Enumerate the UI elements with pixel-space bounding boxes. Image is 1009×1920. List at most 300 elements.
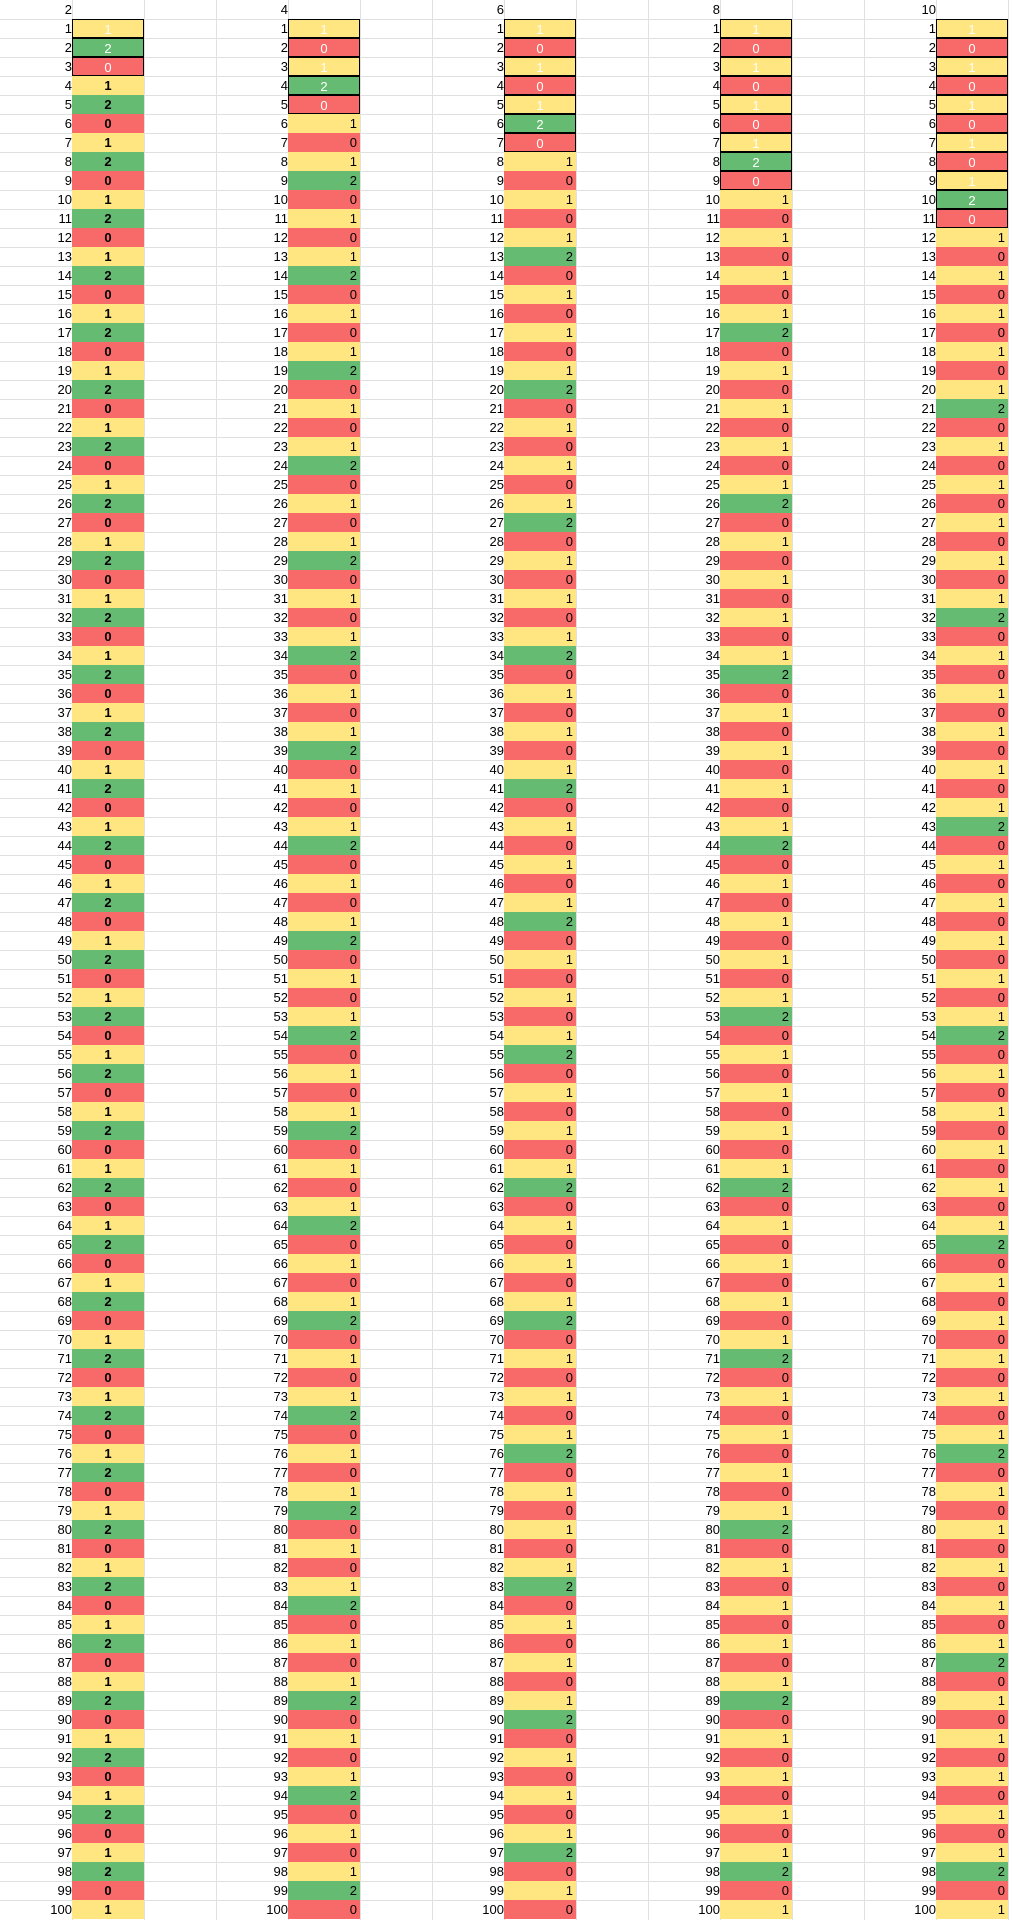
value-cell[interactable]: 1 [720,779,792,798]
value-cell[interactable]: 1 [288,247,360,266]
row-number[interactable]: 40 [273,762,288,777]
row-number[interactable]: 58 [273,1104,288,1119]
row-number[interactable]: 47 [489,895,504,910]
row-number[interactable]: 81 [921,1541,936,1556]
row-number[interactable]: 52 [921,990,936,1005]
value-cell[interactable]: 0 [720,1311,792,1330]
row-number[interactable]: 25 [273,477,288,492]
value-cell[interactable]: 2 [288,1596,360,1615]
row-number[interactable]: 29 [57,553,72,568]
row-number[interactable]: 93 [489,1769,504,1784]
row-number[interactable]: 96 [705,1826,720,1841]
value-cell[interactable]: 1 [288,912,360,931]
row-number[interactable]: 71 [273,1351,288,1366]
row-number[interactable]: 69 [921,1313,936,1328]
row-number[interactable]: 97 [921,1845,936,1860]
row-number[interactable]: 19 [921,363,936,378]
row-number[interactable]: 7 [280,135,288,150]
row-number[interactable]: 94 [921,1788,936,1803]
value-cell[interactable]: 0 [936,1824,1008,1843]
row-number[interactable]: 65 [705,1237,720,1252]
value-cell[interactable]: 1 [288,437,360,456]
value-cell[interactable]: 0 [936,76,1008,95]
value-cell[interactable]: 0 [72,627,144,646]
value-cell[interactable]: 0 [720,1102,792,1121]
value-cell[interactable]: 1 [936,798,1008,817]
value-cell[interactable]: 1 [288,1064,360,1083]
value-cell[interactable]: 1 [288,627,360,646]
row-number[interactable]: 100 [482,1902,504,1917]
row-number[interactable]: 57 [273,1085,288,1100]
value-cell[interactable]: 2 [72,1406,144,1425]
value-cell[interactable]: 2 [288,1311,360,1330]
value-cell[interactable]: 1 [288,1349,360,1368]
value-cell[interactable]: 0 [720,1577,792,1596]
row-number[interactable]: 65 [921,1237,936,1252]
value-cell[interactable]: 2 [504,912,576,931]
row-number[interactable]: 14 [705,268,720,283]
row-number[interactable]: 83 [57,1579,72,1594]
value-cell[interactable]: 0 [504,532,576,551]
value-cell[interactable]: 0 [936,1463,1008,1482]
value-cell[interactable]: 0 [72,228,144,247]
row-number[interactable]: 16 [489,306,504,321]
value-cell[interactable]: 0 [504,1501,576,1520]
value-cell[interactable]: 1 [936,551,1008,570]
row-number[interactable]: 41 [921,781,936,796]
value-cell[interactable]: 1 [504,722,576,741]
value-cell[interactable]: 0 [288,228,360,247]
value-cell[interactable]: 1 [936,589,1008,608]
row-number[interactable]: 37 [705,705,720,720]
value-cell[interactable]: 0 [72,399,144,418]
value-cell[interactable]: 1 [720,133,792,152]
value-cell[interactable]: 0 [936,1748,1008,1767]
value-cell[interactable]: 0 [504,1102,576,1121]
value-cell[interactable]: 0 [720,684,792,703]
value-cell[interactable]: 1 [504,950,576,969]
row-number[interactable]: 18 [273,344,288,359]
value-cell[interactable]: 1 [936,133,1008,152]
value-cell[interactable]: 2 [288,1121,360,1140]
value-cell[interactable]: 0 [504,76,576,95]
value-cell[interactable]: 0 [288,1805,360,1824]
value-cell[interactable]: 2 [288,646,360,665]
value-cell[interactable]: 0 [72,1197,144,1216]
row-number[interactable]: 63 [705,1199,720,1214]
value-cell[interactable]: 0 [288,1368,360,1387]
value-cell[interactable]: 0 [936,570,1008,589]
value-cell[interactable]: 1 [720,1425,792,1444]
value-cell[interactable]: 1 [288,589,360,608]
row-number[interactable]: 45 [273,857,288,872]
row-number[interactable]: 10 [57,192,72,207]
row-number[interactable]: 77 [489,1465,504,1480]
value-cell[interactable]: 1 [504,1615,576,1634]
value-cell[interactable]: 0 [504,931,576,950]
value-cell[interactable]: 0 [288,1843,360,1862]
row-number[interactable]: 61 [921,1161,936,1176]
row-number[interactable]: 3 [280,59,288,74]
row-number[interactable]: 85 [57,1617,72,1632]
value-cell[interactable]: 1 [288,399,360,418]
row-number[interactable]: 89 [273,1693,288,1708]
value-cell[interactable]: 1 [720,1387,792,1406]
row-number[interactable]: 54 [489,1028,504,1043]
row-number[interactable]: 57 [489,1085,504,1100]
value-cell[interactable]: 0 [72,1767,144,1786]
row-number[interactable]: 71 [921,1351,936,1366]
value-cell[interactable]: 0 [72,1140,144,1159]
value-cell[interactable]: 0 [936,950,1008,969]
row-number[interactable]: 93 [705,1769,720,1784]
row-number[interactable]: 46 [489,876,504,891]
row-number[interactable]: 75 [921,1427,936,1442]
row-number[interactable]: 50 [57,952,72,967]
row-number[interactable]: 94 [489,1788,504,1803]
row-number[interactable]: 84 [273,1598,288,1613]
value-cell[interactable]: 0 [720,1368,792,1387]
row-number[interactable]: 99 [489,1883,504,1898]
value-cell[interactable]: 1 [72,988,144,1007]
row-number[interactable]: 52 [273,990,288,1005]
row-number[interactable]: 59 [273,1123,288,1138]
value-cell[interactable]: 1 [504,760,576,779]
value-cell[interactable]: 2 [288,1501,360,1520]
value-cell[interactable]: 0 [288,950,360,969]
row-number[interactable]: 80 [273,1522,288,1537]
value-cell[interactable]: 0 [72,855,144,874]
value-cell[interactable]: 2 [72,38,144,57]
row-number[interactable]: 23 [705,439,720,454]
row-number[interactable]: 95 [57,1807,72,1822]
row-number[interactable]: 20 [489,382,504,397]
block-header-number[interactable]: 10 [921,2,936,17]
row-number[interactable]: 96 [489,1826,504,1841]
row-number[interactable]: 88 [57,1674,72,1689]
row-number[interactable]: 20 [57,382,72,397]
row-number[interactable]: 79 [489,1503,504,1518]
row-number[interactable]: 57 [705,1085,720,1100]
row-number[interactable]: 32 [921,610,936,625]
value-cell[interactable]: 1 [288,874,360,893]
value-cell[interactable]: 1 [936,1805,1008,1824]
value-cell[interactable]: 1 [288,342,360,361]
value-cell[interactable]: 0 [504,1235,576,1254]
row-number[interactable]: 86 [273,1636,288,1651]
row-number[interactable]: 91 [273,1731,288,1746]
row-number[interactable]: 37 [489,705,504,720]
row-number[interactable]: 33 [57,629,72,644]
row-number[interactable]: 90 [705,1712,720,1727]
value-cell[interactable]: 0 [720,1615,792,1634]
row-number[interactable]: 49 [489,933,504,948]
value-cell[interactable]: 1 [936,513,1008,532]
row-number[interactable]: 60 [705,1142,720,1157]
row-number[interactable]: 52 [705,990,720,1005]
value-cell[interactable]: 0 [288,703,360,722]
value-cell[interactable]: 1 [504,684,576,703]
row-number[interactable]: 69 [57,1313,72,1328]
value-cell[interactable]: 0 [720,171,792,190]
value-cell[interactable]: 1 [72,247,144,266]
value-cell[interactable]: 1 [288,304,360,323]
value-cell[interactable]: 2 [504,1710,576,1729]
row-number[interactable]: 7 [64,135,72,150]
row-number[interactable]: 33 [921,629,936,644]
value-cell[interactable]: 0 [288,760,360,779]
value-cell[interactable]: 1 [72,133,144,152]
value-cell[interactable]: 1 [720,228,792,247]
row-number[interactable]: 87 [921,1655,936,1670]
value-cell[interactable]: 1 [720,1330,792,1349]
row-number[interactable]: 35 [489,667,504,682]
value-cell[interactable]: 0 [936,1197,1008,1216]
value-cell[interactable]: 1 [936,1843,1008,1862]
value-cell[interactable]: 2 [936,608,1008,627]
value-cell[interactable]: 0 [936,1539,1008,1558]
value-cell[interactable]: 1 [936,1900,1008,1919]
value-cell[interactable]: 1 [720,1634,792,1653]
value-cell[interactable]: 2 [936,190,1008,209]
value-cell[interactable]: 1 [504,285,576,304]
value-cell[interactable]: 1 [720,1767,792,1786]
row-number[interactable]: 92 [921,1750,936,1765]
row-number[interactable]: 47 [57,895,72,910]
row-number[interactable]: 11 [58,211,72,226]
row-number[interactable]: 32 [57,610,72,625]
row-number[interactable]: 65 [57,1237,72,1252]
value-cell[interactable]: 0 [288,1178,360,1197]
value-cell[interactable]: 2 [288,361,360,380]
value-cell[interactable]: 1 [936,1425,1008,1444]
value-cell[interactable]: 2 [72,494,144,513]
value-cell[interactable]: 0 [72,570,144,589]
value-cell[interactable]: 1 [288,1577,360,1596]
value-cell[interactable]: 1 [288,1102,360,1121]
value-cell[interactable]: 1 [720,437,792,456]
value-cell[interactable]: 2 [936,1235,1008,1254]
value-cell[interactable]: 1 [936,228,1008,247]
row-number[interactable]: 82 [921,1560,936,1575]
value-cell[interactable]: 0 [504,1672,576,1691]
row-number[interactable]: 82 [705,1560,720,1575]
row-number[interactable]: 63 [921,1199,936,1214]
row-number[interactable]: 82 [57,1560,72,1575]
row-number[interactable]: 43 [705,819,720,834]
value-cell[interactable]: 2 [288,171,360,190]
row-number[interactable]: 34 [489,648,504,663]
row-number[interactable]: 23 [57,439,72,454]
value-cell[interactable]: 2 [288,551,360,570]
value-cell[interactable]: 0 [288,1615,360,1634]
row-number[interactable]: 29 [705,553,720,568]
row-number[interactable]: 24 [57,458,72,473]
row-number[interactable]: 97 [705,1845,720,1860]
row-number[interactable]: 55 [273,1047,288,1062]
row-number[interactable]: 80 [705,1522,720,1537]
row-number[interactable]: 40 [489,762,504,777]
value-cell[interactable]: 1 [72,760,144,779]
row-number[interactable]: 19 [273,363,288,378]
row-number[interactable]: 72 [921,1370,936,1385]
row-number[interactable]: 33 [273,629,288,644]
row-number[interactable]: 46 [921,876,936,891]
value-cell[interactable]: 2 [288,1026,360,1045]
value-cell[interactable]: 1 [288,1862,360,1881]
row-number[interactable]: 5 [712,97,720,112]
value-cell[interactable]: 1 [936,1596,1008,1615]
row-number[interactable]: 36 [705,686,720,701]
value-cell[interactable]: 1 [504,1083,576,1102]
row-number[interactable]: 40 [921,762,936,777]
row-number[interactable]: 3 [712,59,720,74]
row-number[interactable]: 74 [273,1408,288,1423]
row-number[interactable]: 18 [705,344,720,359]
row-number[interactable]: 60 [489,1142,504,1157]
row-number[interactable]: 100 [914,1902,936,1917]
value-cell[interactable]: 0 [936,1406,1008,1425]
row-number[interactable]: 15 [921,287,936,302]
value-cell[interactable]: 2 [72,608,144,627]
value-cell[interactable]: 1 [936,19,1008,38]
row-number[interactable]: 9 [928,173,936,188]
value-cell[interactable]: 0 [936,1672,1008,1691]
row-number[interactable]: 76 [57,1446,72,1461]
row-number[interactable]: 1 [928,21,936,36]
value-cell[interactable]: 1 [72,1900,144,1919]
value-cell[interactable]: 0 [504,1862,576,1881]
value-cell[interactable]: 0 [936,418,1008,437]
row-number[interactable]: 45 [57,857,72,872]
value-cell[interactable]: 0 [504,741,576,760]
row-number[interactable]: 10 [489,192,504,207]
value-cell[interactable]: 0 [504,1900,576,1919]
value-cell[interactable]: 1 [720,1121,792,1140]
value-cell[interactable]: 0 [72,1881,144,1900]
row-number[interactable]: 51 [57,971,72,986]
value-cell[interactable]: 2 [72,1634,144,1653]
value-cell[interactable]: 2 [720,1862,792,1881]
row-number[interactable]: 70 [273,1332,288,1347]
row-number[interactable]: 22 [273,420,288,435]
value-cell[interactable]: 2 [72,323,144,342]
value-cell[interactable]: 0 [720,627,792,646]
row-number[interactable]: 28 [273,534,288,549]
value-cell[interactable]: 0 [288,1653,360,1672]
row-number[interactable]: 3 [496,59,504,74]
value-cell[interactable]: 1 [72,1273,144,1292]
row-number[interactable]: 58 [57,1104,72,1119]
row-number[interactable]: 99 [705,1883,720,1898]
row-number[interactable]: 87 [705,1655,720,1670]
row-number[interactable]: 75 [489,1427,504,1442]
row-number[interactable]: 77 [705,1465,720,1480]
value-cell[interactable]: 0 [72,1311,144,1330]
value-cell[interactable]: 1 [72,190,144,209]
value-cell[interactable]: 0 [504,798,576,817]
value-cell[interactable]: 1 [504,589,576,608]
row-number[interactable]: 85 [705,1617,720,1632]
row-number[interactable]: 46 [705,876,720,891]
row-number[interactable]: 37 [273,705,288,720]
value-cell[interactable]: 0 [72,1083,144,1102]
value-cell[interactable]: 1 [288,1387,360,1406]
row-number[interactable]: 27 [273,515,288,530]
row-number[interactable]: 95 [273,1807,288,1822]
value-cell[interactable]: 1 [72,1501,144,1520]
value-cell[interactable]: 2 [288,931,360,950]
row-number[interactable]: 49 [273,933,288,948]
value-cell[interactable]: 1 [72,532,144,551]
row-number[interactable]: 53 [273,1009,288,1024]
row-number[interactable]: 62 [57,1180,72,1195]
row-number[interactable]: 67 [705,1275,720,1290]
value-cell[interactable]: 0 [936,1083,1008,1102]
value-cell[interactable]: 0 [936,38,1008,57]
value-cell[interactable]: 0 [288,665,360,684]
value-cell[interactable]: 0 [936,152,1008,171]
row-number[interactable]: 22 [705,420,720,435]
value-cell[interactable]: 1 [504,190,576,209]
value-cell[interactable]: 1 [72,646,144,665]
row-number[interactable]: 76 [921,1446,936,1461]
value-cell[interactable]: 1 [288,1159,360,1178]
row-number[interactable]: 41 [273,781,288,796]
row-number[interactable]: 77 [273,1465,288,1480]
value-cell[interactable]: 1 [504,1159,576,1178]
block-header-number[interactable]: 4 [280,2,288,17]
value-cell[interactable]: 0 [720,1881,792,1900]
value-cell[interactable]: 0 [72,171,144,190]
value-cell[interactable]: 2 [72,152,144,171]
value-cell[interactable]: 1 [504,1216,576,1235]
row-number[interactable]: 70 [921,1332,936,1347]
value-cell[interactable]: 0 [72,1596,144,1615]
row-number[interactable]: 4 [64,78,72,93]
row-number[interactable]: 54 [921,1028,936,1043]
value-cell[interactable]: 2 [72,665,144,684]
value-cell[interactable]: 2 [288,1406,360,1425]
row-number[interactable]: 46 [57,876,72,891]
value-cell[interactable]: 1 [288,722,360,741]
row-number[interactable]: 62 [705,1180,720,1195]
row-number[interactable]: 41 [705,781,720,796]
row-number[interactable]: 23 [489,439,504,454]
value-cell[interactable]: 0 [504,475,576,494]
row-number[interactable]: 2 [496,40,504,55]
row-number[interactable]: 79 [705,1503,720,1518]
value-cell[interactable]: 1 [936,722,1008,741]
row-number[interactable]: 95 [489,1807,504,1822]
value-cell[interactable]: 1 [288,1729,360,1748]
value-cell[interactable]: 0 [936,456,1008,475]
value-cell[interactable]: 0 [504,266,576,285]
row-number[interactable]: 1 [280,21,288,36]
value-cell[interactable]: 2 [288,1786,360,1805]
value-cell[interactable]: 1 [504,152,576,171]
value-cell[interactable]: 1 [504,551,576,570]
row-number[interactable]: 34 [705,648,720,663]
row-number[interactable]: 22 [489,420,504,435]
row-number[interactable]: 70 [57,1332,72,1347]
row-number[interactable]: 12 [705,230,720,245]
row-number[interactable]: 28 [705,534,720,549]
row-number[interactable]: 59 [489,1123,504,1138]
value-cell[interactable]: 0 [720,969,792,988]
row-number[interactable]: 91 [705,1731,720,1746]
row-number[interactable]: 21 [57,401,72,416]
